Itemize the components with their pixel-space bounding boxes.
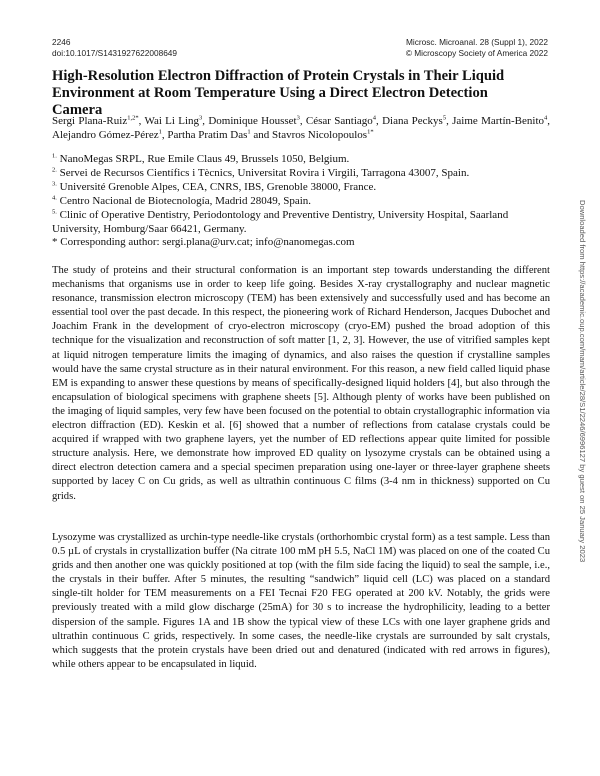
- author: Stavros Nicolopoulos$^{1*}$: [272, 128, 374, 142]
- page-number: 2246: [52, 37, 71, 47]
- author-list: Sergi Plana-Ruiz$^{1,2*}$, Wai Li Ling$^3$, Dominique Housset$^3$, César Santiago$^4$, Diana Peckys$^5$, Jaime Martín-Benito$^4$, Alejandro Gómez-Pérez$^1$, Partha Pratim Das$^1$ and Stavros Nicolopoulos$^{1*}$: [52, 114, 551, 142]
- author: Alejandro Gómez-Pérez$^1$: [52, 128, 162, 142]
- affiliation: $^{5.}$ Clinic of Operative Dentistry, Periodontology and Preventive Dentistry, University Hospital, Saarland University, Homburg/Saar 66421, Germany.: [52, 207, 509, 235]
- affiliation: $^{3.}$ Université Grenoble Alpes, CEA, CNRS, IBS, Grenoble 38000, France.: [52, 180, 377, 193]
- header-right: [406, 37, 548, 59]
- author: Sergi Plana-Ruiz$^{1,2*}$: [52, 114, 139, 127]
- author: Wai Li Ling$^3$: [144, 114, 203, 127]
- affiliations: [52, 153, 550, 250]
- affiliation: $^{4.}$ Centro Nacional de Biotecnología, Madrid 28049, Spain.: [52, 194, 312, 207]
- body-paragraph-2: Lysozyme was crystallized as urchin-type needle-like crystals (orthorhombic crystal form) as a test sample. Less than 0.5 µL of crystals in crystallization buffer (Na citrate 100 mM pH 5.5, NaCl 1M) was placed on one of the coated Cu grids and then another one was quickly positioned at top (with the film side facing the liquid) to seal the sample, i.e., the crystals in their buffer. After 5 minutes, the resulting “sandwich” liquid cell (LC) was placed on a standard single-tilt holder for TEM measurements on a FEI Tecnai F20 FEG operated at 200 kV. Notably, the grids were previously treated with a mild glow discharge (25mA) for 30 s to increase the hydrophilicity, leading to a better dispersion of the sample. Figures 1A and 1B show the typical view of these LCs with one layer graphene grids and ultrathin continuous C grids, respectively. In some cases, the needle-like crystals are surrounded by salt crystals, which suggests that the protein crystals have been dried out and denatured (indicated with red arrows in figures), while others appear to be encapsulated in liquid.: [52, 532, 550, 670]
- affiliation: $^{1.}$ NanoMegas SRPL, Rue Emile Claus 49, Brussels 1050, Belgium.: [52, 152, 350, 165]
- doi: doi:10.1017/S1431927622008649: [52, 48, 178, 58]
- journal-citation: Microsc. Microanal. 28 (Suppl 1), 2022: [405, 37, 548, 47]
- copyright: © Microscopy Society of America 2022: [405, 48, 548, 58]
- paper-title: High-Resolution Electron Diffraction of Protein Crystals in Their Liquid Environment at Room Temperature Using a Direct Electron Detection Camera: [52, 68, 505, 118]
- author: Partha Pratim Das$^1$: [167, 128, 251, 142]
- affiliation: $^{2.}$ Servei de Recursos Científics i Tècnics, Universitat Rovira i Virgili, Tarragona 43007, Spain.: [52, 166, 470, 179]
- body-paragraph-1: The study of proteins and their structural conformation is an important step towards understanding the different mechanisms that organisms use in order to keep life going. Besides X-ray crystallography and nuclear magnetic resonance, transmission electron microscopy (TEM) has been extensively and successfully used and has become an essential tool over the past decade. In this respect, the pioneering work of Richard Henderson, Jacques Dubochet and Joachim Frank in the development of cryo-electron microscopy (cryo-EM) pushed the broad adoption of this technique for the visualization and reconstruction of soft matter [1, 2, 3]. However, the use of vitrified samples kept at liquid nitrogen temperature limits the imaging of dynamics, and also raises the question if crystalline samples would have the same crystal structure as in their natural environment. For this reason, a new field called liquid phase EM is expanding to answer these questions by means of specifically-designed liquid holders [4], but also through the encapsulation of biological specimens with graphene sheets [5]. Although plenty of works have been published on the imaging of liquid samples, very few have been focused on the potential to obtain crystallographic information via electron diffraction (ED). Keskin et al. [6] showed that a number of reflections from catalase crystals could be acquired if wrapped with two graphene layers, yet the number of ED reflections appear quite limited for possible structure analysis. Here, we demonstrate how improved ED quality on lysozyme crystals can be obtained using a direct electron detection camera and a special specimen preparation using one-layer or three-layer graphene sheets supported by lacey C on Cu grids, as well as ultrathin continuous C films (3-4 nm in thickness) supported on Cu grids.: [52, 265, 550, 502]
- download-notice-text: Downloaded from https://academic.oup.com/mam/article/28/S1/2246/6996127 by guest on 25 January 2023: [578, 200, 587, 563]
- author: Dominique Housset$^3$: [208, 114, 300, 127]
- author: César Santiago$^4$: [305, 114, 377, 127]
- author: Jaime Martín-Benito$^4$: [452, 114, 548, 127]
- download-notice: [575, 200, 589, 600]
- author: Diana Peckys$^5$: [382, 114, 447, 127]
- corresponding-author: * Corresponding author: sergi.plana@urv.cat; info@nanomegas.com: [52, 236, 355, 249]
- header-left: [52, 37, 177, 59]
